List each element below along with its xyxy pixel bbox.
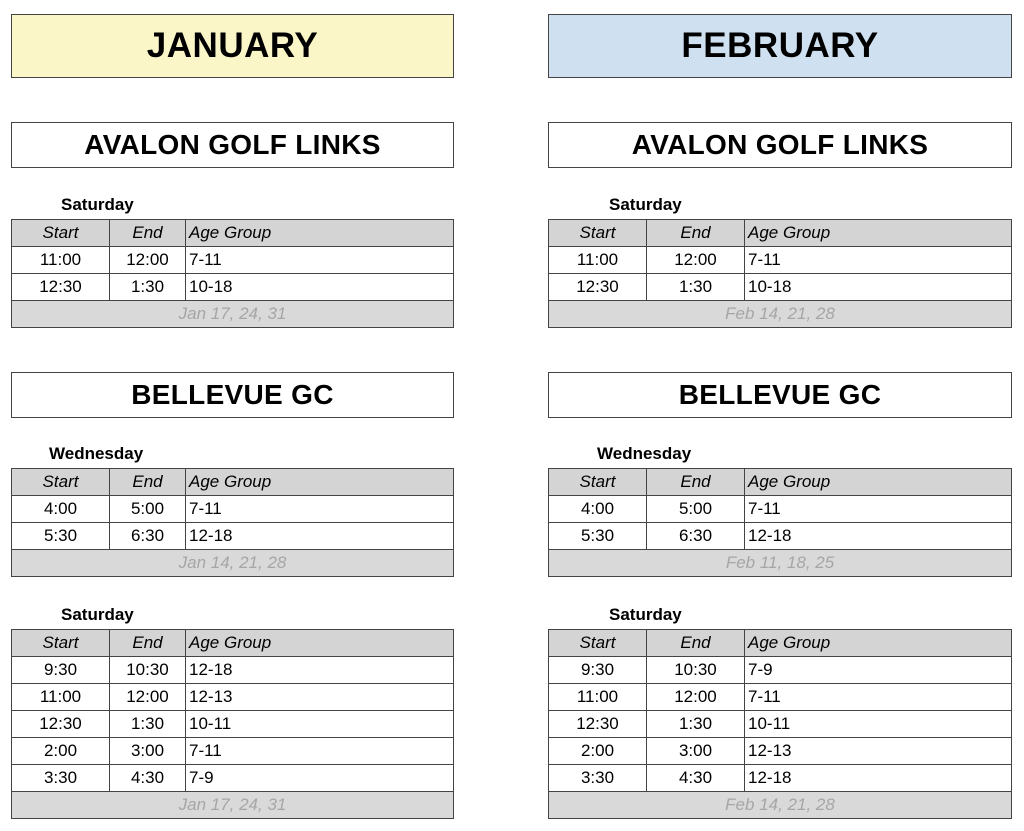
schedule-table <box>11 219 454 328</box>
age-group-cell: 12-18 <box>745 523 1012 550</box>
table-row <box>549 738 1012 765</box>
table-row <box>12 496 454 523</box>
day-label: Saturday <box>61 605 134 624</box>
table-header-row <box>12 630 454 657</box>
month-title: FEBRUARY <box>548 14 1012 78</box>
header-start: Start <box>12 220 110 247</box>
start-cell: 9:30 <box>12 657 110 684</box>
schedule-table <box>548 629 1012 819</box>
start-cell: 11:00 <box>12 247 110 274</box>
schedule-table <box>11 629 454 819</box>
header-start: Start <box>12 630 110 657</box>
day-label: Wednesday <box>597 444 692 463</box>
end-cell: 1:30 <box>647 274 745 301</box>
end-cell: 5:00 <box>647 496 745 523</box>
start-cell: 2:00 <box>549 738 647 765</box>
header-start: Start <box>549 630 647 657</box>
schedule-table <box>548 219 1012 328</box>
header-start: Start <box>12 469 110 496</box>
dates-row <box>549 550 1012 577</box>
end-cell: 3:00 <box>110 738 186 765</box>
table-row <box>549 684 1012 711</box>
table-row <box>549 711 1012 738</box>
course-title-avalon: AVALON GOLF LINKS <box>11 122 454 168</box>
age-group-cell: 7-11 <box>186 738 454 765</box>
day-label: Saturday <box>609 605 682 624</box>
header-age-group: Age Group <box>186 220 454 247</box>
age-group-cell: 10-11 <box>186 711 454 738</box>
table-header-row <box>549 220 1012 247</box>
header-age-group: Age Group <box>745 630 1012 657</box>
end-cell: 4:30 <box>110 765 186 792</box>
header-start: Start <box>549 220 647 247</box>
start-cell: 12:30 <box>12 274 110 301</box>
header-age-group: Age Group <box>745 220 1012 247</box>
table-row <box>12 738 454 765</box>
table-row <box>12 657 454 684</box>
end-cell: 4:30 <box>647 765 745 792</box>
course-title-avalon: AVALON GOLF LINKS <box>548 122 1012 168</box>
age-group-cell: 7-9 <box>745 657 1012 684</box>
header-end: End <box>110 220 186 247</box>
header-end: End <box>647 630 745 657</box>
table-row <box>12 523 454 550</box>
header-end: End <box>110 469 186 496</box>
start-cell: 2:00 <box>12 738 110 765</box>
header-age-group: Age Group <box>186 469 454 496</box>
end-cell: 12:00 <box>647 684 745 711</box>
age-group-cell: 12-13 <box>186 684 454 711</box>
age-group-cell: 10-18 <box>745 274 1012 301</box>
start-cell: 12:30 <box>12 711 110 738</box>
age-group-cell: 10-11 <box>745 711 1012 738</box>
end-cell: 10:30 <box>647 657 745 684</box>
age-group-cell: 12-18 <box>186 657 454 684</box>
age-group-cell: 7-11 <box>745 684 1012 711</box>
end-cell: 12:00 <box>110 247 186 274</box>
dates-cell: Feb 11, 18, 25 <box>549 550 1012 577</box>
header-start: Start <box>549 469 647 496</box>
table-header-row <box>549 630 1012 657</box>
schedule-table <box>548 468 1012 577</box>
dates-cell: Feb 14, 21, 28 <box>549 301 1012 328</box>
age-group-cell: 12-18 <box>745 765 1012 792</box>
header-end: End <box>110 630 186 657</box>
start-cell: 11:00 <box>549 247 647 274</box>
start-cell: 11:00 <box>549 684 647 711</box>
age-group-cell: 12-13 <box>745 738 1012 765</box>
header-age-group: Age Group <box>186 630 454 657</box>
header-end: End <box>647 469 745 496</box>
table-header-row <box>549 469 1012 496</box>
dates-row <box>549 301 1012 328</box>
start-cell: 12:30 <box>549 711 647 738</box>
dates-cell: Feb 14, 21, 28 <box>549 792 1012 819</box>
age-group-cell: 7-11 <box>186 247 454 274</box>
table-row <box>12 765 454 792</box>
dates-cell: Jan 17, 24, 31 <box>12 792 454 819</box>
start-cell: 3:30 <box>12 765 110 792</box>
start-cell: 4:00 <box>12 496 110 523</box>
table-row <box>549 274 1012 301</box>
table-row <box>549 523 1012 550</box>
table-row <box>549 657 1012 684</box>
start-cell: 12:30 <box>549 274 647 301</box>
start-cell: 11:00 <box>12 684 110 711</box>
table-row <box>12 711 454 738</box>
day-label: Saturday <box>609 195 682 214</box>
dates-cell: Jan 17, 24, 31 <box>12 301 454 328</box>
age-group-cell: 12-18 <box>186 523 454 550</box>
end-cell: 5:00 <box>110 496 186 523</box>
table-row <box>12 684 454 711</box>
table-row <box>12 247 454 274</box>
schedule-table <box>11 468 454 577</box>
dates-row <box>12 301 454 328</box>
end-cell: 10:30 <box>110 657 186 684</box>
course-title-bellevue: BELLEVUE GC <box>11 372 454 418</box>
course-title-bellevue: BELLEVUE GC <box>548 372 1012 418</box>
table-row <box>549 765 1012 792</box>
start-cell: 9:30 <box>549 657 647 684</box>
day-label: Wednesday <box>49 444 144 463</box>
dates-row <box>12 550 454 577</box>
age-group-cell: 7-11 <box>745 247 1012 274</box>
dates-row <box>12 792 454 819</box>
dates-cell: Jan 14, 21, 28 <box>12 550 454 577</box>
dates-row <box>549 792 1012 819</box>
start-cell: 3:30 <box>549 765 647 792</box>
table-row <box>549 496 1012 523</box>
header-age-group: Age Group <box>745 469 1012 496</box>
day-label: Saturday <box>61 195 134 214</box>
end-cell: 12:00 <box>110 684 186 711</box>
table-header-row <box>12 469 454 496</box>
table-header-row <box>12 220 454 247</box>
month-title: JANUARY <box>11 14 454 78</box>
end-cell: 6:30 <box>647 523 745 550</box>
start-cell: 5:30 <box>12 523 110 550</box>
table-row <box>549 247 1012 274</box>
end-cell: 1:30 <box>647 711 745 738</box>
age-group-cell: 7-11 <box>186 496 454 523</box>
header-end: End <box>647 220 745 247</box>
end-cell: 12:00 <box>647 247 745 274</box>
start-cell: 5:30 <box>549 523 647 550</box>
end-cell: 1:30 <box>110 711 186 738</box>
start-cell: 4:00 <box>549 496 647 523</box>
end-cell: 3:00 <box>647 738 745 765</box>
age-group-cell: 7-9 <box>186 765 454 792</box>
age-group-cell: 7-11 <box>745 496 1012 523</box>
end-cell: 6:30 <box>110 523 186 550</box>
end-cell: 1:30 <box>110 274 186 301</box>
age-group-cell: 10-18 <box>186 274 454 301</box>
table-row <box>12 274 454 301</box>
